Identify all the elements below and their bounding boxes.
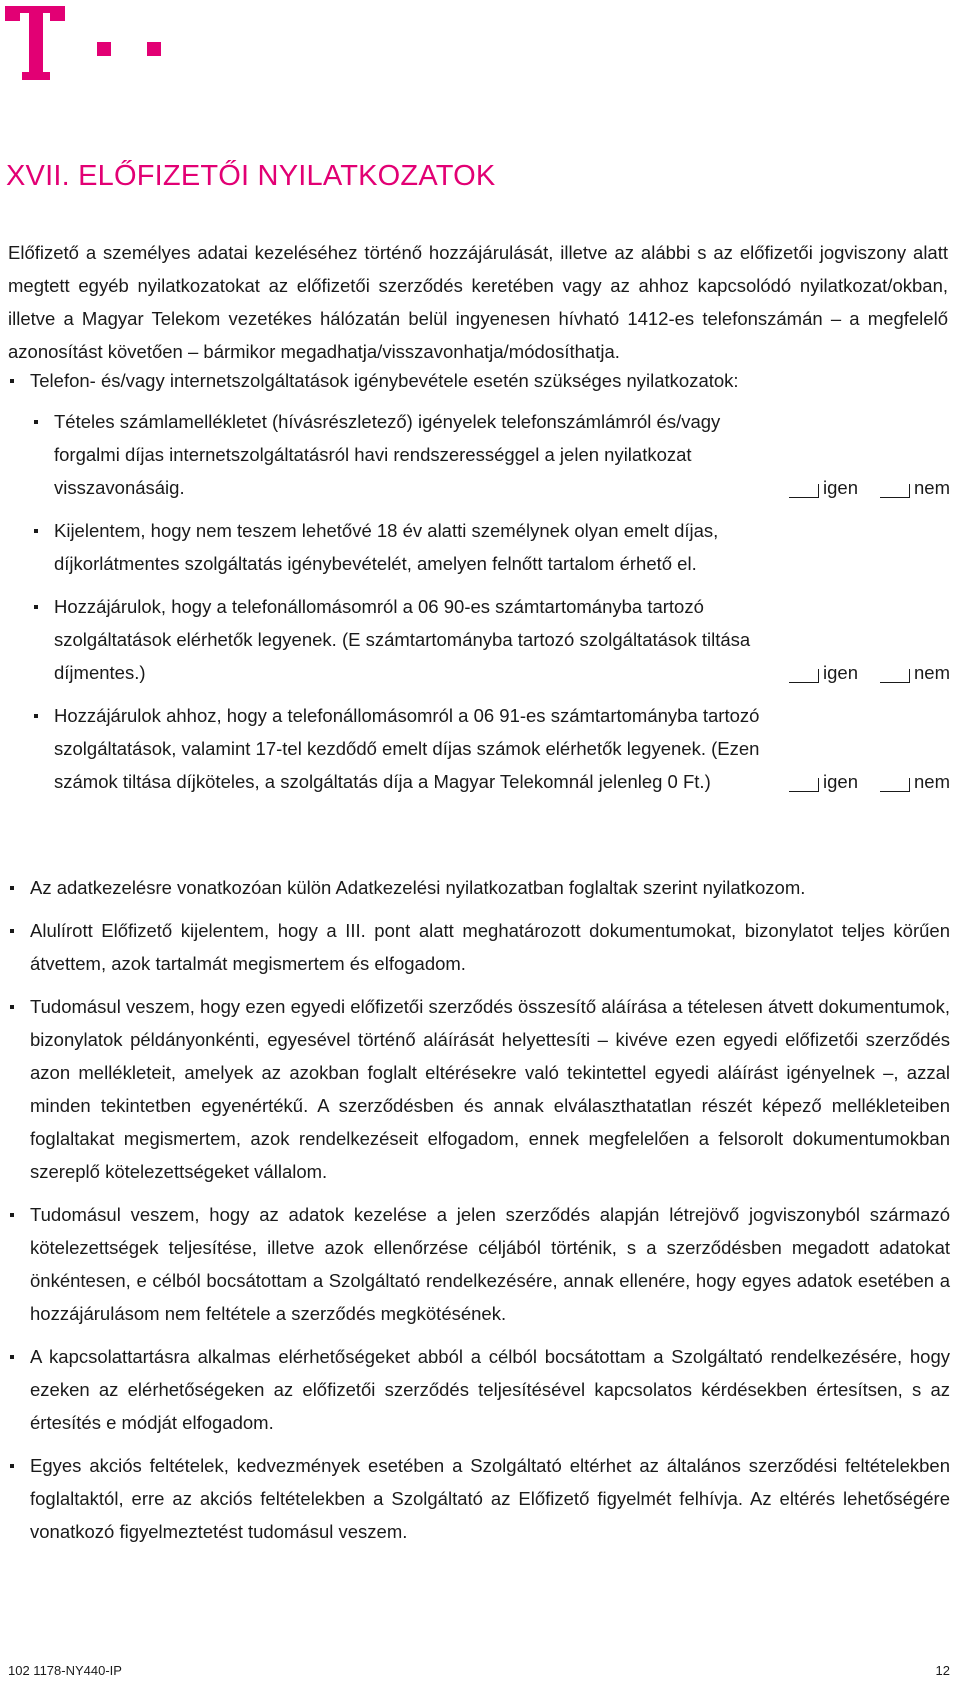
bullet-icon	[34, 605, 38, 609]
yes-no-choice	[789, 471, 950, 504]
declarations-list	[8, 364, 950, 808]
sub-item-text: Hozzájárulok, hogy a telefonállomásomról a 06 90-es számtartományba tartozó szolgáltatások elérhetők legyenek. (E számtartományba tartozó szolgáltatások tiltása díjmentes.)	[54, 596, 751, 683]
yes-label: igen	[823, 771, 858, 792]
bullet-icon	[10, 929, 14, 933]
page-number: 12	[935, 1663, 950, 1678]
sub-item-text: Tételes számlamellékletet (hívásrészletező) igényelek telefonszámlámról és/vagy forgalmi díjas internetszolgáltatásról havi rendszerességgel a jelen nyilatkozat visszavonásáig.	[54, 411, 721, 498]
bullet-icon	[34, 420, 38, 424]
sub-item-itemized-bill	[30, 405, 950, 504]
section-title: XVII. ELŐFIZETŐI NYILATKOZATOK	[6, 160, 496, 192]
option-no[interactable]	[880, 765, 950, 798]
sub-item-adult-content	[30, 514, 950, 580]
bullet-icon	[10, 379, 14, 383]
yes-no-choice	[789, 656, 950, 689]
statement-text: Egyes akciós feltételek, kedvezmények esetében a Szolgáltató eltérhet az általános szerződési feltételekben foglaltaktól, erre az akciós feltételekben a Szolgáltató az Előfizető figyelmét felhívja. Az eltérés lehetőségére vonatkozó figyelmeztetést tudomásul veszem.	[30, 1455, 950, 1542]
statement-text: Tudomásul veszem, hogy az adatok kezelése a jelen szerződés alapján létrejövő jogviszonyból származó kötelezettségek teljesítése, illetve azok ellenőrzése céljából történik, s a szerződésben megadott adatokat önkéntesen, e célból bocsátottam a Szolgáltató rendelkezésére, annak ellenére, hogy egyes adatok esetében a hozzájárulásom nem feltétele a szerződés megkötésének.	[30, 1204, 950, 1324]
bullet-icon	[10, 1005, 14, 1009]
statement-text: Tudomásul veszem, hogy ezen egyedi előfizetői szerződés összesítő aláírása a tételesen átvett dokumentumok, bizonylatok példányonkénti, egyesével történő aláírását helyettesíti – kivéve ezen egyedi előfizetői szerződés azon mellékleteit, amelyek az azokban foglalt eltérésekre való tekintettel egyedi aláírást igényelnek –, azzal minden tekintetben egyenértékű. A szerződésben és annak elválaszthatatlan részét képező mellékleteiben foglaltakat megismertem, azok rendelkezéseit elfogadom, ennek megfelelően a felsorolt dokumentumokban szereplő kötelezettségeket vállalom.	[30, 996, 950, 1182]
bullet-icon	[34, 529, 38, 533]
option-yes[interactable]	[789, 765, 858, 798]
sub-item-0690-range	[30, 590, 950, 689]
intro-paragraph: Előfizető a személyes adatai kezeléséhez történő hozzájárulását, illetve az alábbi s az előfizetői jogviszony alatt megtett egyéb nyilatkozatokat az előfizetői szerződés keretében vagy az ahhoz kapcsolódó nyilatkozat/okban, illetve a Magyar Telekom vezetékes hálózatán belül ingyenesen hívható 1412-es telefonszámán – a megfelelő azonosítást követően – bármikor megadhatja/visszavonhatja/módosíthatja.	[8, 242, 948, 362]
statement-text: Alulírott Előfizető kijelentem, hogy a III. pont alatt meghatározott dokumentumokat, bizonylatot teljes körűen átvettem, azok tartalmát megismertem és elfogadom.	[30, 920, 950, 974]
yes-label: igen	[823, 662, 858, 683]
statement-item	[8, 1340, 950, 1439]
statement-item	[8, 871, 950, 904]
option-no[interactable]	[880, 656, 950, 689]
statement-item	[8, 990, 950, 1188]
group-heading: Telefon- és/vagy internetszolgáltatások igénybevétele esetén szükséges nyilatkozatok:	[30, 370, 739, 391]
no-label: nem	[914, 662, 950, 683]
no-label: nem	[914, 477, 950, 498]
sub-item-text: Hozzájárulok ahhoz, hogy a telefonállomásomról a 06 91-es számtartományba tartozó szolgáltatások, valamint 17-tel kezdődő emelt díjas számok elérhetők legyenek. (Ezen számok tiltása díjköteles, a szolgáltatás díja a Magyar Telekomnál jelenleg 0 Ft.)	[54, 705, 760, 792]
statement-text: A kapcsolattartásra alkalmas elérhetőségeket abból a célból bocsátottam a Szolgáltató rendelkezésére, hogy ezeken az elérhetőségeken az előfizetői szerződés teljesítésével kapcsolatos kérdésekben értesítsen, s az értesítés e módját elfogadom.	[30, 1346, 950, 1433]
option-yes[interactable]	[789, 656, 858, 689]
services-declaration-group	[8, 364, 950, 798]
document-code: 102 1178-NY440-IP	[8, 1663, 122, 1678]
yes-checkbox[interactable]	[789, 484, 819, 498]
statement-text: Az adatkezelésre vonatkozóan külön Adatkezelési nyilatkozatban foglaltak szerint nyilatkozom.	[30, 877, 806, 898]
statement-item	[8, 1198, 950, 1330]
bullet-icon	[10, 1355, 14, 1359]
bullet-icon	[10, 1213, 14, 1217]
yes-no-choice	[789, 765, 950, 798]
option-yes[interactable]	[789, 471, 858, 504]
bullet-icon	[34, 714, 38, 718]
yes-checkbox[interactable]	[789, 778, 819, 792]
no-label: nem	[914, 771, 950, 792]
statement-item	[8, 1449, 950, 1548]
no-checkbox[interactable]	[880, 484, 910, 498]
sub-item-0691-range	[30, 699, 950, 798]
bullet-icon	[10, 1464, 14, 1468]
sub-item-text: Kijelentem, hogy nem teszem lehetővé 18 év alatti személynek olyan emelt díjas, díjkorlátmentes szolgáltatás igénybevételét, amelyen felnőtt tartalom érhető el.	[54, 520, 719, 574]
statement-item	[8, 914, 950, 980]
services-sublist	[30, 405, 950, 798]
statements-list	[8, 871, 950, 1548]
bullet-icon	[10, 886, 14, 890]
yes-label: igen	[823, 477, 858, 498]
telekom-t-logo-icon	[0, 0, 180, 90]
yes-checkbox[interactable]	[789, 669, 819, 683]
no-checkbox[interactable]	[880, 778, 910, 792]
no-checkbox[interactable]	[880, 669, 910, 683]
option-no[interactable]	[880, 471, 950, 504]
